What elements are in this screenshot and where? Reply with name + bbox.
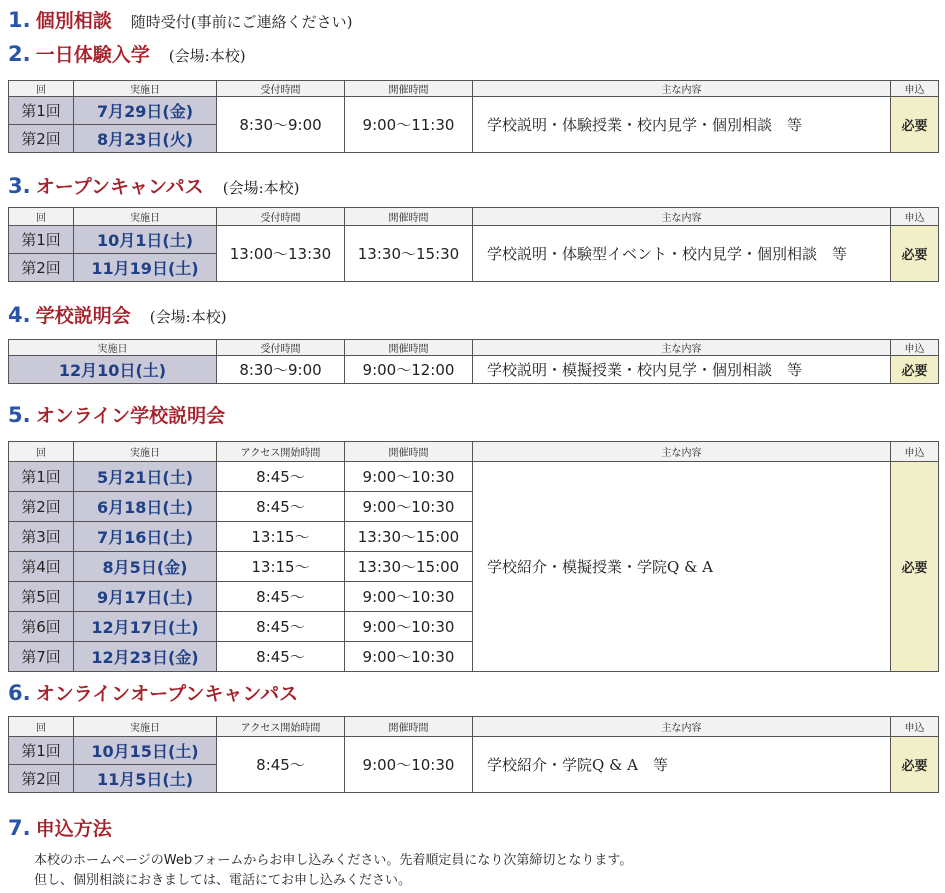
schedule-table-4 [8,339,939,384]
section-4-heading [8,301,227,328]
header-uketsuke: 受付時間 [217,81,345,97]
header-content: 主な内容 [473,340,891,356]
section-6-heading [8,679,298,706]
header-kaisai: 開催時間 [345,208,473,226]
section-3-heading [8,172,300,199]
access-cell: 13:15〜 [217,522,345,552]
header-kai: 回 [9,717,74,737]
header-kai: 回 [9,208,74,226]
header-access: アクセス開始時間 [217,442,345,462]
header-date: 実施日 [74,81,217,97]
content-cell: 学校説明・模擬授業・校内見学・個別相談 等 [473,356,891,384]
section-note: (会場:本校) [222,179,300,197]
header-kaisai: 開催時間 [345,717,473,737]
section-title: オンライン学校説明会 [35,405,226,427]
section-2-heading [8,40,246,67]
kaisai-cell: 9:00〜10:30 [345,612,473,642]
header-req: 申込 [891,442,939,462]
header-content: 主な内容 [473,208,891,226]
section-note: (会場:本校) [168,47,246,65]
kai-cell: 第1回 [9,97,74,125]
section-title: オープンキャンパス [35,176,204,198]
date-cell: 6月18日(土) [74,492,217,522]
header-req: 申込 [891,717,939,737]
date-cell: 7月29日(金) [74,97,217,125]
header-date: 実施日 [9,340,217,356]
content-cell: 学校紹介・模擬授業・学院Q & A [473,462,891,672]
kai-cell: 第5回 [9,582,74,612]
kai-cell: 第4回 [9,552,74,582]
req-cell: 必要 [891,97,939,153]
kai-cell: 第2回 [9,492,74,522]
date-cell: 11月19日(土) [74,254,217,282]
kaisai-cell: 9:00〜11:30 [345,97,473,153]
method-line-1: 本校のホームページのWebフォームからお申し込みください。先着順定員になり次第締切となります。 [34,853,633,868]
section-note: (会場:本校) [149,308,227,326]
header-date: 実施日 [74,717,217,737]
kai-cell: 第6回 [9,612,74,642]
date-cell: 8月5日(金) [74,552,217,582]
kaisai-cell: 13:30〜15:30 [345,226,473,282]
content-cell: 学校説明・体験授業・校内見学・個別相談 等 [473,97,891,153]
req-cell: 必要 [891,737,939,793]
header-req: 申込 [891,81,939,97]
section-number: 3. [8,174,31,198]
kaisai-cell: 9:00〜10:30 [345,582,473,612]
access-cell: 13:15〜 [217,552,345,582]
date-cell: 12月23日(金) [74,642,217,672]
header-req: 申込 [891,340,939,356]
access-cell: 8:45〜 [217,462,345,492]
schedule-table-2 [8,80,939,153]
access-cell: 8:45〜 [217,492,345,522]
date-cell: 10月1日(土) [74,226,217,254]
section-number: 6. [8,681,31,705]
section-title: 一日体験入学 [35,44,150,66]
uketsuke-cell: 13:00〜13:30 [217,226,345,282]
kaisai-cell: 9:00〜10:30 [345,737,473,793]
content-cell: 学校説明・体験型イベント・校内見学・個別相談 等 [473,226,891,282]
section-number: 5. [8,403,31,427]
kaisai-cell: 13:30〜15:00 [345,522,473,552]
date-cell: 12月17日(土) [74,612,217,642]
kai-cell: 第7回 [9,642,74,672]
header-uketsuke: 受付時間 [217,340,345,356]
section-title: 個別相談 [35,10,112,32]
kai-cell: 第1回 [9,462,74,492]
section-note: 随時受付(事前にご連絡ください) [130,13,353,31]
date-cell: 9月17日(土) [74,582,217,612]
date-cell: 10月15日(土) [74,737,217,765]
kai-cell: 第2回 [9,125,74,153]
kaisai-cell: 9:00〜10:30 [345,642,473,672]
header-kai: 回 [9,81,74,97]
section-1-heading [8,6,353,33]
section-number: 4. [8,303,31,327]
header-content: 主な内容 [473,442,891,462]
method-line-2: 但し、個別相談におきましては、電話にてお申し込みください。 [34,873,412,888]
header-date: 実施日 [74,442,217,462]
date-cell: 11月5日(土) [74,765,217,793]
header-uketsuke: 受付時間 [217,208,345,226]
kaisai-cell: 13:30〜15:00 [345,552,473,582]
section-7-heading [8,814,112,841]
kaisai-cell: 9:00〜10:30 [345,492,473,522]
kai-cell: 第2回 [9,254,74,282]
date-cell: 5月21日(土) [74,462,217,492]
uketsuke-cell: 8:30〜9:00 [217,97,345,153]
kaisai-cell: 9:00〜12:00 [345,356,473,384]
date-cell: 7月16日(土) [74,522,217,552]
header-kaisai: 開催時間 [345,442,473,462]
header-kai: 回 [9,442,74,462]
access-cell: 8:45〜 [217,737,345,793]
access-cell: 8:45〜 [217,612,345,642]
section-title: 申込方法 [35,818,112,840]
header-access: アクセス開始時間 [217,717,345,737]
uketsuke-cell: 8:30〜9:00 [217,356,345,384]
access-cell: 8:45〜 [217,642,345,672]
access-cell: 8:45〜 [217,582,345,612]
header-content: 主な内容 [473,81,891,97]
kai-cell: 第1回 [9,226,74,254]
section-title: オンラインオープンキャンパス [35,683,299,705]
date-cell: 8月23日(火) [74,125,217,153]
kai-cell: 第3回 [9,522,74,552]
req-cell: 必要 [891,356,939,384]
req-cell: 必要 [891,462,939,672]
header-kaisai: 開催時間 [345,81,473,97]
kaisai-cell: 9:00〜10:30 [345,462,473,492]
header-req: 申込 [891,208,939,226]
schedule-table-5 [8,441,939,672]
kai-cell: 第1回 [9,737,74,765]
section-number: 7. [8,816,31,840]
section-number: 1. [8,8,31,32]
header-content: 主な内容 [473,717,891,737]
schedule-table-3 [8,207,939,282]
header-kaisai: 開催時間 [345,340,473,356]
content-cell: 学校紹介・学院Q & A 等 [473,737,891,793]
header-date: 実施日 [74,208,217,226]
date-cell: 12月10日(土) [9,356,217,384]
section-number: 2. [8,42,31,66]
section-5-heading [8,401,225,428]
section-title: 学校説明会 [35,305,131,327]
kai-cell: 第2回 [9,765,74,793]
schedule-table-6 [8,716,939,793]
req-cell: 必要 [891,226,939,282]
